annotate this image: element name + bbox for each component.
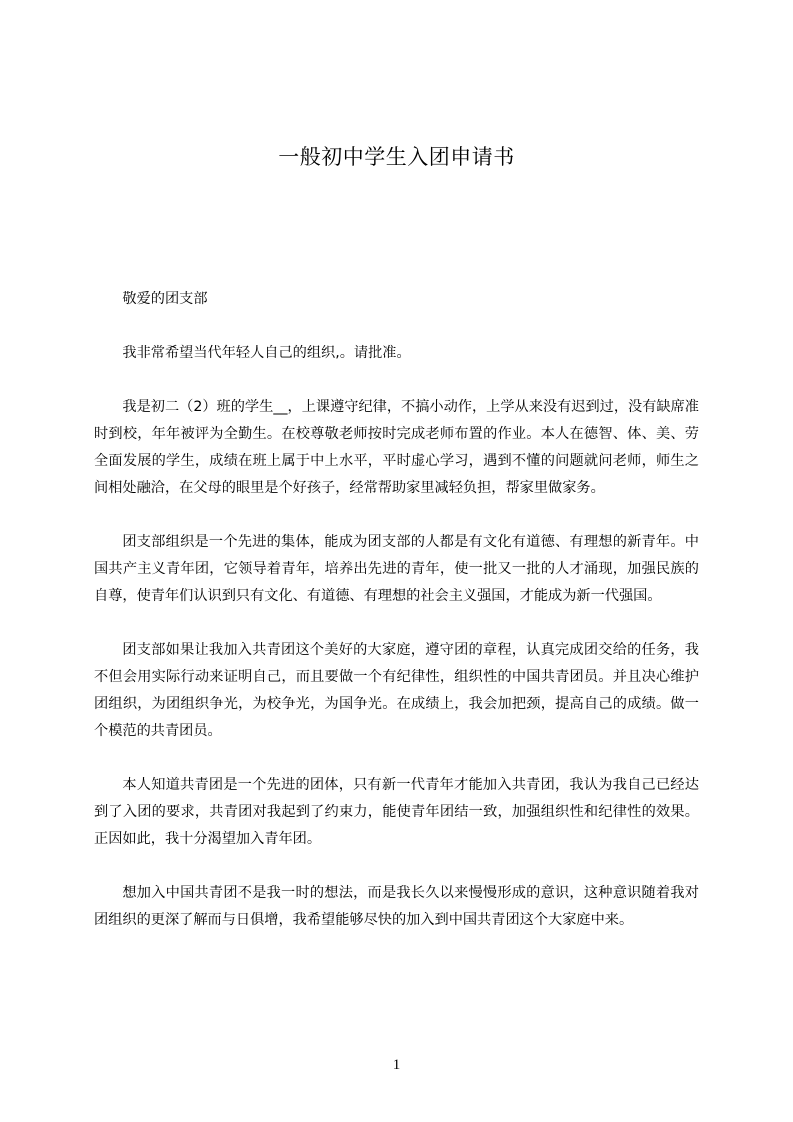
document-title: 一般初中学生入团申请书 — [278, 145, 515, 169]
page-number: 1 — [392, 1057, 401, 1073]
paragraph-conclusion: 想加入中国共青团不是我一时的想法，而是我长久以来慢慢形成的意识，这种意识随着我对团组织的更深了解而与日俱增，我希望能够尽快的加入到中国共青团这个大家庭中来。 — [94, 885, 699, 928]
salutation: 敬爱的团支部 — [122, 291, 208, 307]
paragraph-league-description: 团支部组织是一个先进的集体，能成为团支部的人都是有文化有道德、有理想的新青年。中国共产主义青年团，它领导着青年，培养出先进的青年，使一批又一批的人才涌现，加强民族的自尊，使青年们认识到只有文化、有道德、有理想的社会主义强国，才能成为新一代强国。 — [94, 534, 699, 604]
document-body — [94, 286, 699, 961]
paragraph-understanding: 本人知道共青团是一个先进的团体，只有新一代青年才能加入共青团，我认为我自己已经达到了入团的要求，共青团对我起到了约束力，能使青年团结一致，加强组织性和纪律性的效果。正因如此，我十分渴望加入青年团。 — [94, 777, 699, 847]
paragraph-request: 我非常希望当代年轻人自己的组织,。请批准。 — [122, 345, 411, 361]
paragraph-commitment: 团支部如果让我加入共青团这个美好的大家庭，遵守团的章程，认真完成团交给的任务，我不但会用实际行动来证明自己，而且要做一个有纪律性，组织性的中国共青团员。并且决心维护团组织，为团组织争光，为校争光，为国争光。在成绩上，我会加把颈，提高自己的成绩。做一个模范的共青团员。 — [94, 642, 699, 739]
paragraph-self-introduction: 我是初二（2）班的学生__，上课遵守纪律，不搞小动作，上学从来没有迟到过，没有缺席准时到校，年年被评为全勤生。在校尊敬老师按时完成老师布置的作业。本人在德智、体、美、劳全面发展的学生，成绩在班上属于中上水平，平时虚心学习，遇到不懂的问题就问老师，师生之间相处融洽，在父母的眼里是个好孩子，经常帮助家里减轻负担，帮家里做家务。 — [94, 399, 699, 496]
